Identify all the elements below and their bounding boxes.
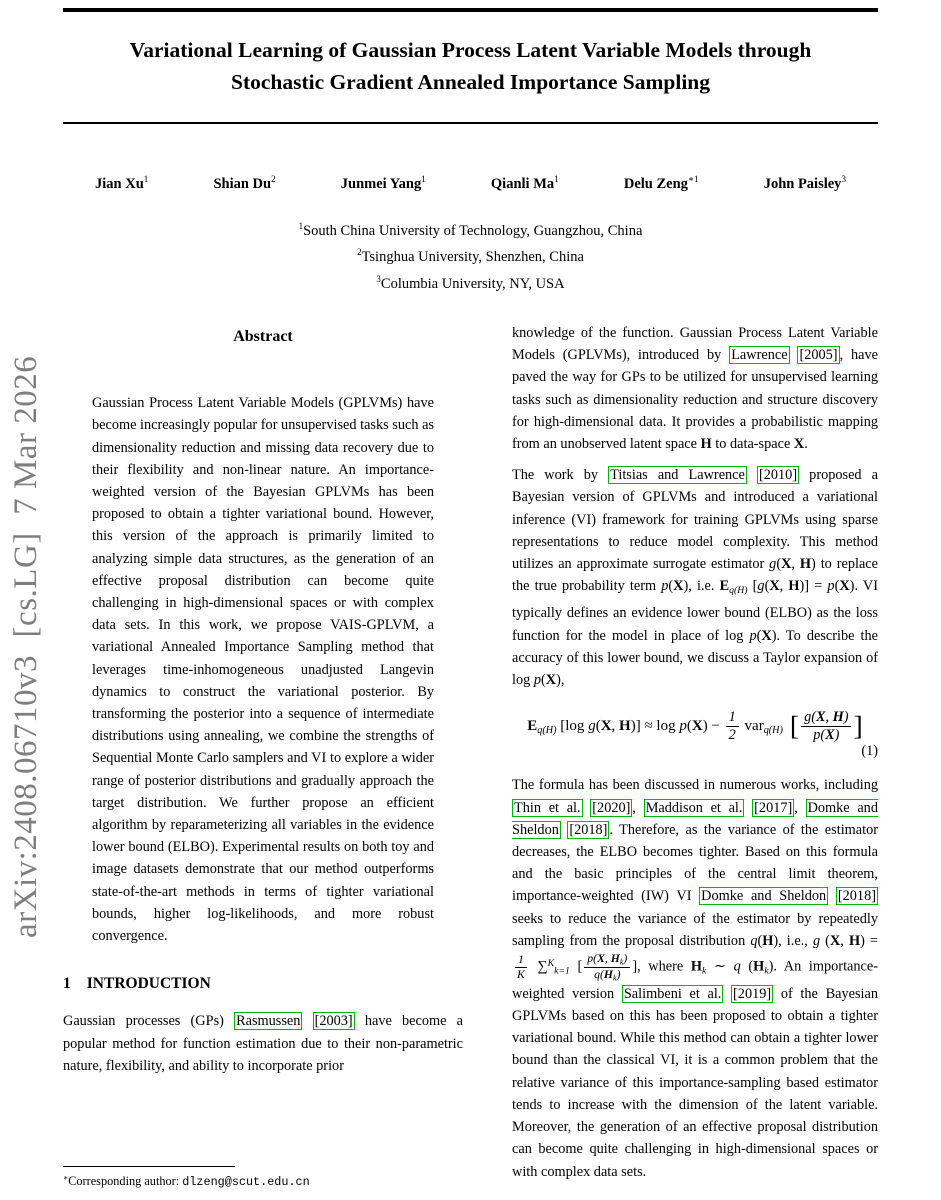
text-run: The formula has been discussed in numerous works, including: [512, 777, 878, 794]
citation-link[interactable]: [2010]: [758, 467, 798, 484]
citation-link[interactable]: Maddison et al.: [645, 799, 743, 816]
text-run: q(H): [763, 725, 783, 737]
text-run: k: [702, 965, 707, 977]
citation-link[interactable]: Salimbeni et al.: [623, 985, 722, 1002]
text-run: ): [771, 627, 777, 644]
text-run: of the Bayesian GPLVMs based on this has been proposed to obtain a tighter variational bound. While this method can obtain a tighter lower bound than the classical VI, it is a common problem that the relative variance of this importance-sampling based estimator tends to increase with the dimension of the latent variable. Moreover, the generation of an effective proposal distribution can become quite challenging in high-dimensional spaces or with complex data sets.: [512, 985, 878, 1180]
citation-link[interactable]: [2005]: [799, 347, 838, 364]
author-delu-zeng: [624, 174, 699, 193]
citation-link[interactable]: Domke and Sheldon: [701, 888, 827, 905]
citation-link[interactable]: [2018]: [569, 821, 608, 838]
text-run: )] ≈ log: [630, 718, 680, 735]
text-run: H: [603, 967, 614, 981]
text-run: [: [747, 578, 758, 595]
text-run: H: [690, 958, 702, 975]
text-run: [302, 1013, 312, 1029]
footnote-area: [63, 1166, 463, 1189]
citation-link[interactable]: [2018]: [837, 888, 876, 905]
text-run: X: [597, 951, 605, 965]
text-run: X: [691, 718, 703, 735]
text-run: (: [686, 718, 692, 735]
footnote-marker: ∗: [63, 1173, 69, 1182]
text-run: ),: [556, 671, 565, 688]
right-column: [512, 322, 878, 1192]
author-affil-mark: 1: [143, 174, 149, 184]
text-run: p: [749, 627, 757, 644]
author-name: Delu Zeng: [623, 175, 688, 192]
arxiv-watermark: arXiv:2408.06710v3 [cs.LG] 7 Mar 2026: [8, 355, 44, 938]
author-affil-mark: 3: [841, 174, 846, 184]
text-run: ∼: [706, 958, 734, 975]
paragraph-right-3: [512, 774, 878, 1182]
text-run: g: [588, 718, 596, 735]
text-run: , i.e.,: [778, 932, 813, 949]
affil-text: Columbia University, NY, USA: [380, 275, 565, 292]
text-run: var: [740, 718, 764, 735]
author-name: Junmei Yang: [340, 175, 422, 192]
email-link[interactable]: dlzeng@scut.edu.cn: [182, 1175, 310, 1190]
text-run: (: [668, 578, 674, 595]
abstract-heading: Abstract: [233, 328, 293, 345]
text-run: ,: [840, 932, 849, 949]
citation-link[interactable]: Domke and Sheldon: [512, 799, 878, 838]
text-run: H: [619, 718, 631, 735]
text-run: .: [804, 436, 808, 453]
author-jian-xu: [95, 174, 148, 193]
text-run: ]: [853, 711, 863, 743]
citation-link[interactable]: Thin et al.: [514, 799, 581, 816]
citation-link[interactable]: [2017]: [754, 799, 793, 816]
text-run: (: [740, 958, 754, 975]
author-name: Shian Du: [213, 175, 272, 192]
text-run: q(H): [537, 725, 557, 737]
text-run: ) =: [860, 932, 878, 949]
text-run: H: [788, 578, 800, 595]
text-run: . To describe the accuracy of this lower bound, we discuss a Taylor expansion of log: [512, 627, 878, 688]
author-john-paisley: [764, 174, 846, 193]
text-run: ,: [791, 556, 800, 573]
text-run: proposed a Bayesian version of GPLVMs and introduced a variational inference (VI) framework for training GPLVMs using sparse representations to reduce model complexity. This method utilizes an approximate surrogate estimator: [512, 467, 878, 573]
text-run: )] =: [799, 578, 828, 595]
text-run: An importance-weighted version: [512, 958, 878, 1002]
equation-1: [512, 709, 878, 760]
text-run: k=1: [554, 965, 570, 977]
text-run: ): [773, 932, 779, 949]
author-shian-du: [213, 174, 275, 193]
citation-link[interactable]: [2020]: [592, 799, 631, 816]
text-run: (: [756, 627, 762, 644]
text-run: ): [843, 709, 849, 726]
title-line-1: Variational Learning of Gaussian Process Latent Variable Models through: [129, 38, 812, 62]
text-run: (: [764, 578, 770, 595]
fraction: $\frac{1}{2}$: [726, 709, 739, 744]
text-run: X: [600, 718, 612, 735]
text-run: ,: [611, 718, 620, 735]
text-run: ): [616, 967, 621, 981]
text-run: have become a popular method for function estimation due to their non-parametric nature, flexibility, and ability to incorporate prior: [63, 1013, 463, 1074]
text-run: q(H): [729, 585, 748, 597]
text-run: ,: [794, 799, 806, 816]
abstract-text: Gaussian Process Latent Variable Models (GPLVMs) have become increasingly popular for unsupervised tasks such as dimensionality reduction and missing data recovery due to their flexibility and non-linear nature. An importance-weighted version of the Bayesian GPLVMs has been proposed to obtain a tighter variational bound. However, this version of the approach is primarily limited to analyzing simple data structures, as the generation of an effective proposal distribution can become quite challenging in high-dimensional spaces or with complex data sets. In this work, we propose VAIS-GPLVM, a variational Annealed Importance Sampling method that leverages time-inhomogeneous unadjusted Langevin dynamics to construct the variational posterior. By transforming the posterior into a sequence of intermediate distributions using annealing, we combine the strengths of Sequential Monte Carlo samplers and VI to explore a wider range of posterior distributions and gradually approach the target distribution. We further propose an efficient algorithm by reparameterizing all variables in the evidence lower bound (ELBO). Experimental results on both toy and image datasets demonstrate that our method outperforms state-of-the-art methods in terms of tighter variational bounds, higher log-likelihoods, and more robust convergence.: [92, 395, 434, 945]
text-run: H: [832, 709, 844, 726]
text-run: g: [769, 556, 777, 573]
author-affil-mark: 1: [554, 174, 559, 184]
text-run: ,: [779, 578, 789, 595]
author-affil-mark: 2: [271, 174, 276, 184]
text-run: Gaussian processes (GPs): [63, 1013, 235, 1030]
text-run: [: [569, 958, 583, 975]
text-run: X: [793, 436, 805, 453]
text-run: p: [827, 578, 835, 595]
text-run: to replace the true probability term: [512, 556, 878, 595]
citation-link[interactable]: Rasmussen: [236, 1013, 301, 1030]
text-run: X: [829, 932, 841, 949]
author-junmei-yang: [341, 174, 426, 193]
text-run: k: [613, 973, 617, 983]
intro-paragraph: [63, 1010, 463, 1077]
top-rule: [63, 8, 878, 12]
affil-mark: 1: [298, 221, 304, 231]
text-run: g(: [804, 709, 816, 726]
text-run: q: [733, 958, 741, 975]
text-run: , i.e.: [688, 578, 720, 595]
text-run: , have paved the way for GPs to be utilized for unsupervised learning tasks such as dimensionality reduction and structure discovery for high-dimensional data. It provides a probabilistic mapping from an unobserved latent space: [512, 347, 878, 453]
text-run: K: [547, 957, 555, 969]
footnote-rule: [63, 1166, 235, 1167]
text-run: X: [673, 578, 684, 595]
text-run: k: [619, 957, 624, 967]
text-run: X: [761, 627, 772, 644]
text-run: ∑: [529, 958, 548, 975]
affiliation-1: [63, 216, 878, 242]
fraction: [584, 952, 630, 983]
text-run: . VI typically defines an evidence lower bound (ELBO) as the loss function for the model in place of log: [512, 578, 878, 644]
text-run: ).: [768, 958, 777, 975]
author-qianli-ma: [491, 174, 559, 193]
text-run: seeks to reduce the variance of the estimator by repeatedly sampling from the proposal distribution: [512, 910, 878, 949]
text-run: q(: [594, 967, 604, 981]
text-run: ): [849, 578, 855, 595]
citation-link[interactable]: [2019]: [733, 985, 772, 1002]
text-run: ): [811, 556, 816, 573]
text-run: p(: [587, 951, 598, 965]
affil-text: Tsinghua University, Shenzhen, China: [361, 249, 584, 266]
text-run: X: [545, 671, 557, 688]
section-title: INTRODUCTION: [86, 975, 211, 993]
title-line-2: Stochastic Gradient Annealed Importance Sampling: [231, 70, 710, 94]
text-run: q: [750, 932, 758, 949]
text-run: X: [769, 578, 780, 595]
text-run: (: [820, 932, 830, 949]
text-run: [log: [556, 718, 589, 735]
text-run: . Therefore, as the variance of the estimator decreases, the ELBO becomes tighter. Based on this formula and the basic principles of the central limit theorem, importance-weighted (IW) VI: [512, 821, 879, 905]
text-run: E: [527, 718, 538, 735]
author-affil-mark: 1: [421, 174, 426, 184]
affil-mark: 3: [376, 273, 381, 284]
text-run: k: [764, 965, 769, 977]
paragraph-right-1: [512, 322, 878, 455]
text-run: (: [757, 932, 763, 949]
left-column: [63, 322, 463, 1086]
section-heading-introduction: [63, 973, 463, 995]
text-run: p: [679, 718, 687, 735]
text-run: [: [782, 711, 800, 743]
text-run: g: [757, 578, 765, 595]
text-run: (: [541, 671, 546, 688]
text-run: p(: [813, 727, 826, 744]
text-run: ,: [825, 709, 833, 726]
title-rule: [63, 122, 878, 124]
text-run: ): [683, 578, 689, 595]
text-run: X: [816, 709, 826, 726]
text-run: X: [839, 578, 850, 595]
author-name: John Paisley: [763, 175, 842, 192]
text-run: [828, 888, 836, 904]
section-number: 1: [63, 975, 71, 993]
text-run: (: [595, 718, 601, 735]
citation-link[interactable]: Titsias and Lawrence: [610, 467, 745, 484]
author-name: Jian Xu: [95, 175, 144, 192]
paragraph-right-2: [512, 464, 878, 691]
text-run: H: [848, 932, 861, 949]
author-affil-mark: ∗1: [687, 174, 699, 184]
text-run: ,: [632, 799, 644, 816]
text-run: H: [762, 932, 774, 949]
affiliation-2: [63, 242, 878, 268]
text-run: knowledge of the function. Gaussian Process Latent Variable Models (GPLVMs), introduced by: [512, 325, 878, 364]
authors-row: [63, 174, 878, 193]
equation-number: (1): [861, 743, 878, 760]
fraction: $\frac{1}{K}$: [514, 953, 528, 982]
affiliations: [63, 216, 878, 295]
text-run: ): [623, 951, 628, 965]
text-run: The work by: [512, 467, 609, 484]
text-run: ) −: [702, 718, 724, 735]
text-run: to data-space: [711, 436, 794, 453]
text-run: g: [812, 932, 821, 949]
footnote: [63, 1173, 463, 1189]
text-run: E: [719, 578, 730, 595]
text-run: ): [834, 727, 840, 744]
paper-title: [63, 34, 878, 98]
text-run: (: [776, 556, 782, 573]
text-run: p: [661, 578, 669, 595]
fraction: [801, 709, 851, 744]
affiliation-3: [63, 269, 878, 295]
affil-text: South China University of Technology, Guangzhou, China: [303, 222, 643, 239]
text-run: ], where: [632, 958, 691, 975]
text-run: (: [834, 578, 840, 595]
equation-body: [527, 709, 863, 744]
affil-mark: 2: [357, 247, 362, 258]
text-run: X: [825, 727, 835, 744]
text-run: H: [799, 556, 812, 573]
citation-link[interactable]: [2003]: [314, 1013, 353, 1030]
text-run: [747, 467, 757, 483]
text-run: p: [533, 671, 541, 688]
text-run: X: [781, 556, 792, 573]
author-name: Qianli Ma: [490, 175, 555, 192]
text-run: H: [610, 951, 620, 965]
text-run: H: [700, 436, 712, 453]
citation-link[interactable]: Lawrence: [731, 347, 788, 364]
footnote-text: Corresponding author:: [68, 1174, 183, 1189]
text-run: H: [753, 958, 765, 975]
text-run: [723, 986, 731, 1002]
text-run: ,: [604, 951, 611, 965]
